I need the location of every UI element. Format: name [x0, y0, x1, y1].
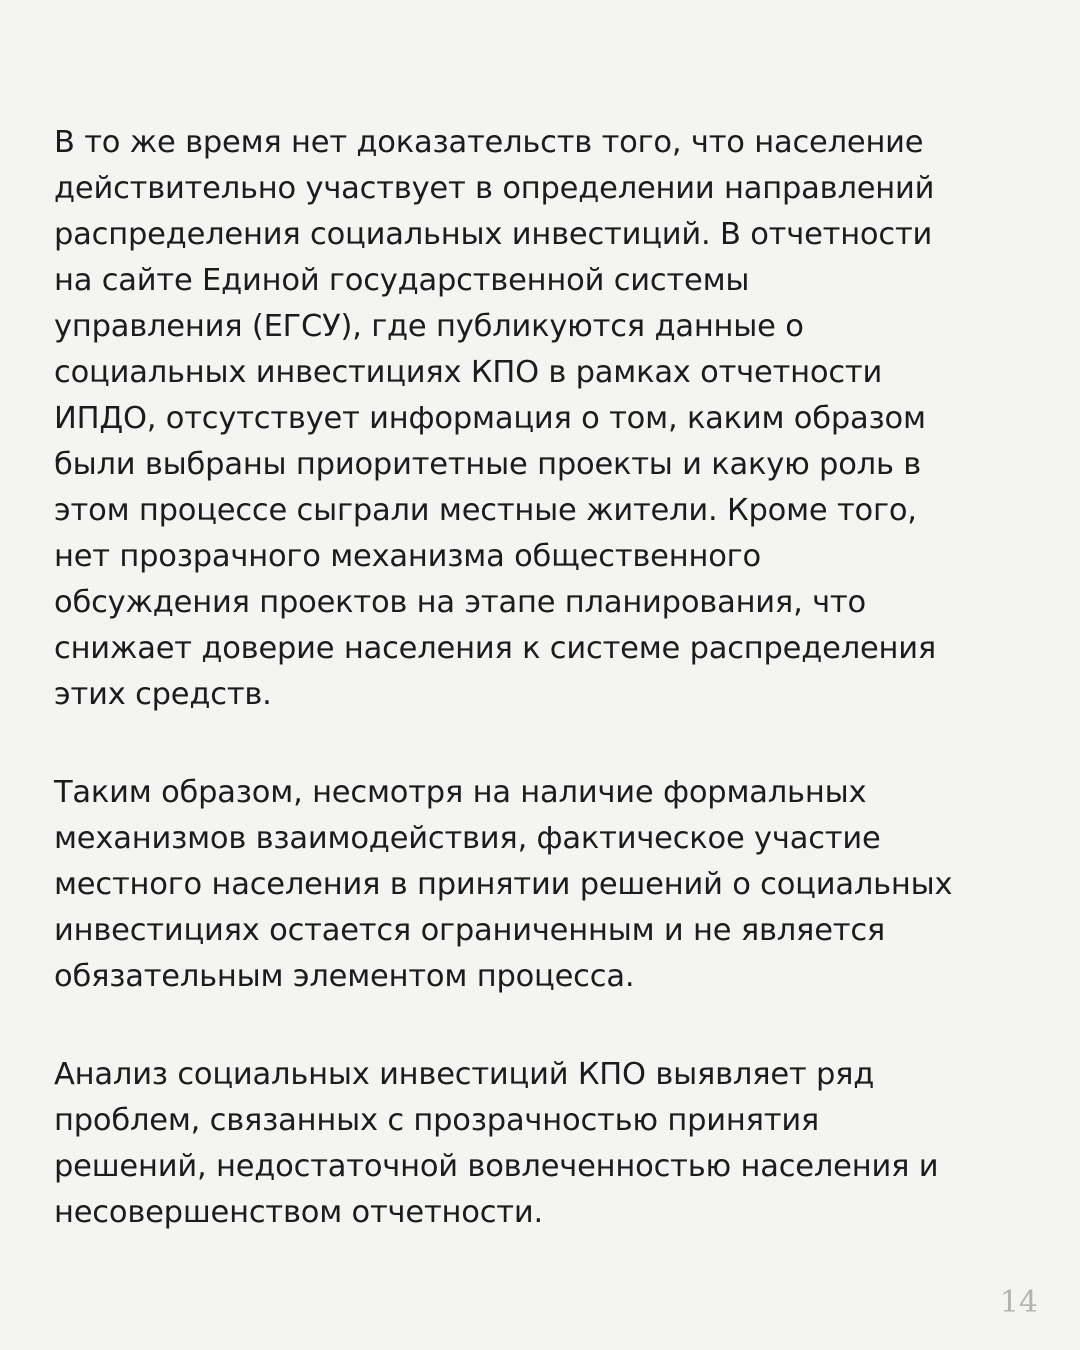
paragraph-spacer — [54, 718, 1054, 770]
text-line: на сайте Единой государственной системы — [54, 263, 750, 298]
text-line: ИПДО, отсутствует информация о том, каким образом — [54, 401, 926, 436]
text-line: этих средств. — [54, 677, 272, 712]
text-line: действительно участвует в определении направлений — [54, 171, 935, 206]
text-line: местного населения в принятии решений о социальных — [54, 867, 953, 902]
text-line: решений, недостаточной вовлеченностью населения и — [54, 1149, 939, 1184]
text-line: обязательным элементом процесса. — [54, 959, 635, 994]
text-line: нет прозрачного механизма общественного — [54, 539, 761, 574]
text-line: снижает доверие населения к системе распределения — [54, 631, 937, 666]
text-line: механизмов взаимодействия, фактическое участие — [54, 821, 881, 856]
text-line: социальных инвестициях КПО в рамках отчетности — [54, 355, 883, 390]
text-line: управления (ЕГСУ), где публикуются данные о — [54, 309, 804, 344]
text-line: инвестициях остается ограниченным и не является — [54, 913, 886, 948]
text-line: несовершенством отчетности. — [54, 1195, 543, 1230]
paragraph-3 — [54, 1052, 1054, 1236]
body-text — [54, 120, 1054, 1236]
text-line: Анализ социальных инвестиций КПО выявляет ряд — [54, 1057, 875, 1092]
paragraph-1 — [54, 120, 1054, 718]
text-line: были выбраны приоритетные проекты и какую роль в — [54, 447, 922, 482]
text-line: этом процессе сыграли местные жители. Кроме того, — [54, 493, 917, 528]
text-line: В то же время нет доказательств того, что население — [54, 125, 924, 160]
text-line: Таким образом, несмотря на наличие формальных — [54, 775, 867, 810]
text-line: обсуждения проектов на этапе планирования, что — [54, 585, 866, 620]
paragraph-spacer — [54, 1000, 1054, 1052]
paragraph-2 — [54, 770, 1054, 1000]
page-number: 14 — [999, 1285, 1038, 1320]
text-line: проблем, связанных с прозрачностью принятия — [54, 1103, 820, 1138]
text-line: распределения социальных инвестиций. В отчетности — [54, 217, 933, 252]
